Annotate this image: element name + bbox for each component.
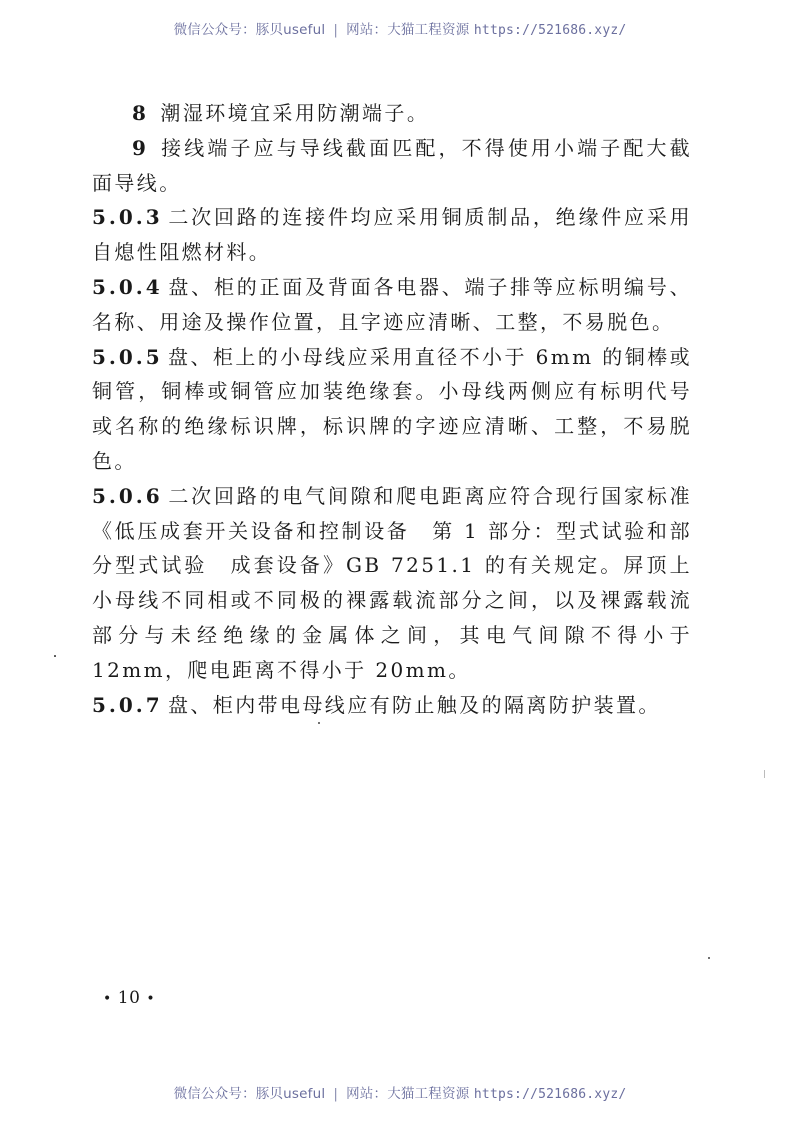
item-number: 9 [132, 135, 147, 160]
watermark-separator: | [333, 1086, 339, 1102]
clause-text: 二次回路的电气间隙和爬电距离应符合现行国家标准《低压成套开关设备和控制设备 第 1 部分：型式试验和部分型式试验 成套设备》GB 7251.1 的有关规定。屏顶上小母线不同相或不同极的裸露载流部分之间，以及裸露载流部分与未经绝缘的金属体之间，其电气间隙不得小于 12mm，爬电距离不得小于 20mm。 [92, 483, 692, 682]
item-text: 潮湿环境宜采用防潮端子。 [160, 101, 430, 125]
clause-number: 5.0.5 [92, 344, 163, 369]
watermark-separator: | [333, 22, 339, 38]
clause-text: 盘、柜内带电母线应有防止触及的隔离防护装置。 [168, 692, 661, 717]
list-item-8 [92, 96, 692, 131]
watermark-site: 网站：大猫工程资源 [346, 22, 470, 38]
scan-speck [54, 655, 56, 657]
clause-text: 盘、柜上的小母线应采用直径不小于 6mm 的铜棒或铜管，铜棒或铜管应加装绝缘套。小母线两侧应有标明代号或名称的绝缘标识牌，标识牌的字迹应清晰、工整，不易脱色。 [92, 344, 692, 473]
clause-5-0-6 [92, 479, 692, 688]
clause-5-0-7 [92, 688, 692, 723]
watermark-url: https://521686.xyz/ [473, 23, 627, 38]
clause-number: 5.0.4 [92, 274, 163, 299]
watermark-url: https://521686.xyz/ [473, 1087, 627, 1102]
watermark-site: 网站：大猫工程资源 [346, 1086, 470, 1102]
page-number-value: 10 [117, 988, 141, 1008]
watermark-wechat: 微信公众号：豚贝useful [173, 22, 326, 38]
scan-speck [708, 957, 710, 959]
watermark-footer [0, 1082, 800, 1102]
watermark-wechat: 微信公众号：豚贝useful [173, 1086, 326, 1102]
page-number-dot-right: • [146, 991, 156, 1007]
clause-5-0-5 [92, 340, 692, 479]
clause-5-0-4 [92, 270, 692, 340]
watermark-header [0, 18, 800, 38]
clause-number: 5.0.6 [92, 483, 163, 508]
scan-speck [764, 770, 765, 778]
clause-5-0-3 [92, 200, 692, 270]
page-number-dot-left: • [103, 991, 112, 1007]
clause-text: 盘、柜的正面及背面各电器、端子排等应标明编号、名称、用途及操作位置，且字迹应清晰、工整，不易脱色。 [92, 274, 692, 334]
clause-text: 二次回路的连接件均应采用铜质制品，绝缘件应采用自熄性阻燃材料。 [92, 205, 692, 265]
item-text: 接线端子应与导线截面匹配，不得使用小端子配大截面导线。 [92, 135, 692, 195]
scan-speck [318, 722, 320, 724]
item-number: 8 [132, 101, 147, 125]
page-number [103, 988, 155, 1008]
clause-number: 5.0.3 [92, 205, 163, 230]
document-body [92, 96, 692, 722]
list-item-9 [92, 131, 692, 201]
clause-number: 5.0.7 [92, 692, 163, 717]
